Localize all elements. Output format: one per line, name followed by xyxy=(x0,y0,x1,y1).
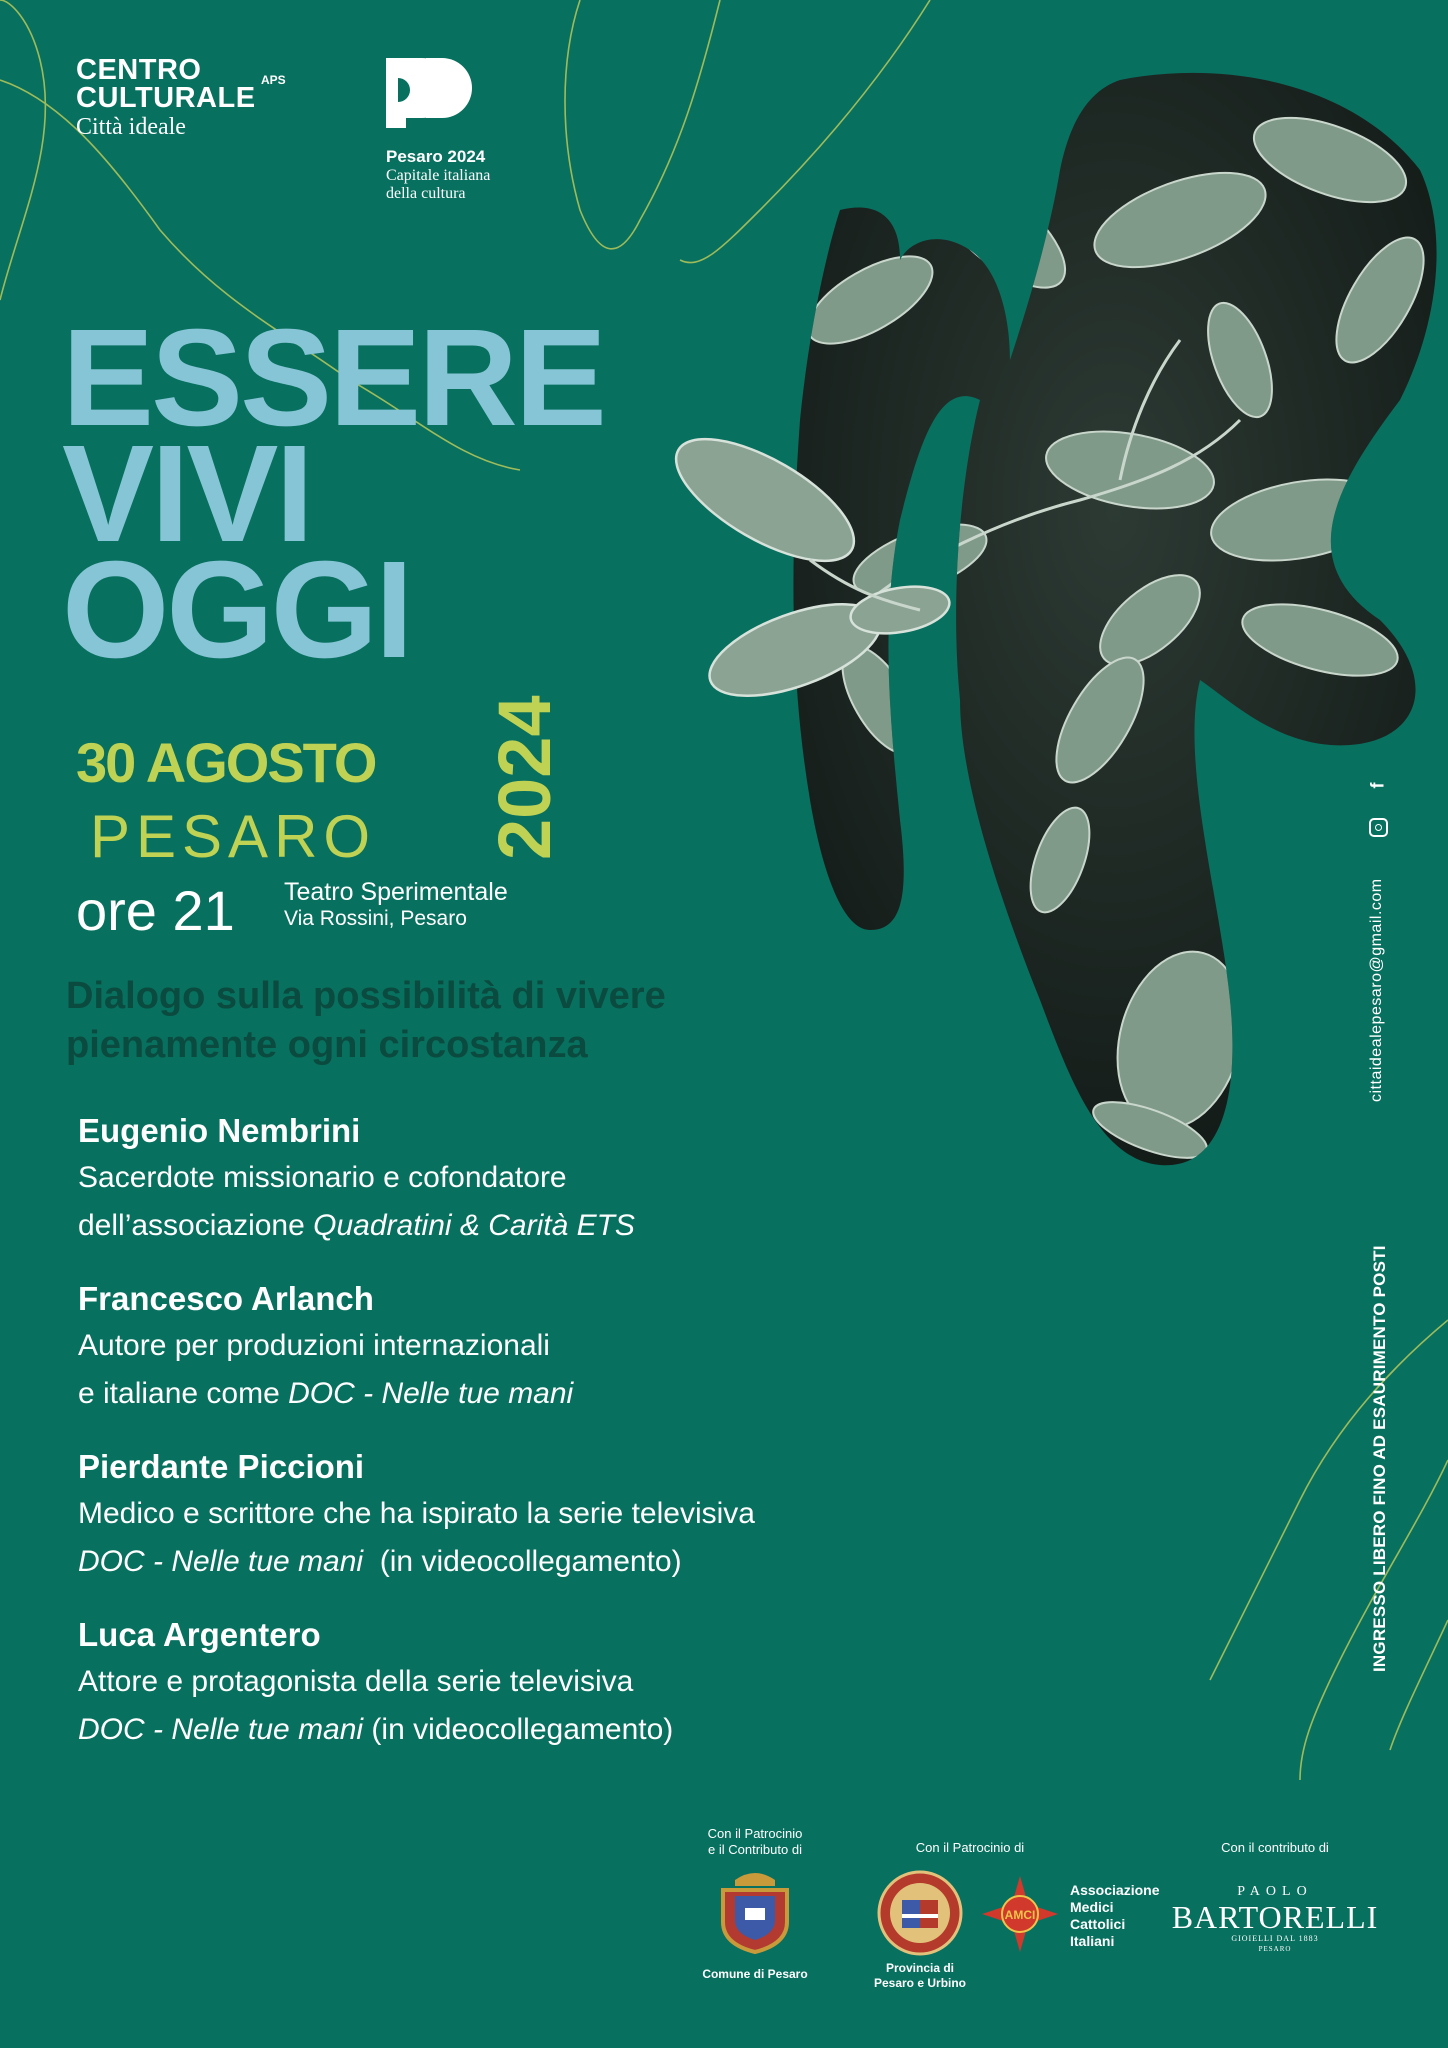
event-title-line3: OGGI xyxy=(62,533,411,687)
pesaro-2024-logo xyxy=(386,58,490,203)
speaker-name: Pierdante Piccioni xyxy=(78,1448,365,1485)
sponsor-name-line2: Pesaro e Urbino xyxy=(873,1976,967,1990)
speaker-role-line2 xyxy=(78,1370,978,1418)
entry-notice: INGRESSO LIBERO FINO AD ESAURIMENTO POSTI xyxy=(1370,1245,1389,1672)
comune-crest-icon xyxy=(715,1866,795,1956)
organizer-name-line2: CULTURALE xyxy=(76,82,256,114)
speaker-item xyxy=(78,1612,978,1754)
speaker-list xyxy=(78,1108,978,1780)
bartorelli-sub: GIOIELLI DAL 1883 xyxy=(1231,1934,1319,1943)
venue-name: Teatro Sperimentale xyxy=(284,878,508,906)
role-work-title: DOC - Nelle tue mani xyxy=(288,1377,574,1410)
speaker-item xyxy=(78,1108,978,1250)
speaker-name: Luca Argentero xyxy=(78,1616,321,1653)
bartorelli-city: PESARO xyxy=(1258,1945,1292,1953)
amci-line1: Associazione xyxy=(1070,1882,1160,1898)
event-venue xyxy=(284,878,508,931)
speaker-role-line2 xyxy=(78,1538,978,1586)
event-title-line2: VIVI xyxy=(62,417,311,571)
facebook-icon[interactable]: f xyxy=(1367,782,1388,789)
event-time: ore 21 xyxy=(76,879,235,942)
pesaro-2024-line2: della cultura xyxy=(386,185,466,202)
role-note: (in videocollegamento) xyxy=(363,1713,674,1746)
amci-logo-icon xyxy=(980,1874,1060,1954)
instagram-icon[interactable] xyxy=(1369,818,1388,837)
organizer-logo xyxy=(76,54,286,141)
organizer-badge: APS xyxy=(261,73,286,87)
sponsor-caption-line2: e il Contributo di xyxy=(708,1842,802,1857)
organizer-subtitle: Città ideale xyxy=(76,114,186,140)
amci-line2: Medici xyxy=(1070,1899,1114,1915)
speaker-item xyxy=(78,1276,978,1418)
sponsor-name: Comune di Pesaro xyxy=(702,1967,808,1981)
role-work-title: DOC - Nelle tue mani xyxy=(78,1713,364,1746)
speaker-role-line1: Medico e scrittore che ha ispirato la serie televisiva xyxy=(78,1497,755,1530)
speaker-item xyxy=(78,1444,978,1586)
event-city: PESARO xyxy=(90,803,377,870)
speaker-role-line2 xyxy=(78,1202,978,1250)
role-text: e italiane come xyxy=(78,1377,289,1410)
speaker-role-line1: Attore e protagonista della serie televisiva xyxy=(78,1665,634,1698)
provincia-seal-icon xyxy=(877,1870,963,1956)
speaker-name: Eugenio Nembrini xyxy=(78,1112,361,1149)
event-date: 30 AGOSTO xyxy=(76,731,376,794)
venue-address: Via Rossini, Pesaro xyxy=(284,907,467,930)
pesaro-2024-title: Pesaro 2024 xyxy=(386,147,486,166)
sponsor-caption-line1: Con il Patrocinio xyxy=(707,1826,803,1841)
amci-logo-text: AMCI xyxy=(1004,1908,1036,1922)
event-title xyxy=(62,301,604,687)
role-note: (in videocollegamento) xyxy=(363,1545,682,1578)
sponsor-caption: Con il contributo di xyxy=(1221,1840,1329,1855)
event-tagline xyxy=(66,972,826,1070)
social-icons xyxy=(1366,775,1390,851)
tagline-line1: Dialogo sulla possibilità di vivere xyxy=(66,975,666,1017)
event-year: 2024 xyxy=(483,695,566,860)
organizer-name-line1: CENTRO xyxy=(76,54,202,86)
contact-email[interactable]: cittaidealepesaro@gmail.com xyxy=(1368,878,1385,1102)
role-work-title: DOC - Nelle tue mani xyxy=(78,1545,364,1578)
speaker-name: Francesco Arlanch xyxy=(78,1280,374,1317)
role-work-title: Quadratini & Carità ETS xyxy=(313,1209,635,1242)
sponsor-comune xyxy=(680,1826,830,1982)
event-title-line1: ESSERE xyxy=(62,301,604,455)
amci-line4: Italiani xyxy=(1070,1933,1115,1949)
bartorelli-top: PAOLO xyxy=(1237,1884,1313,1899)
amci-line3: Cattolici xyxy=(1070,1916,1126,1932)
bartorelli-name: BARTORELLI xyxy=(1171,1899,1379,1935)
tagline-line2: pienamente ogni circostanza xyxy=(66,1024,588,1066)
amci-name xyxy=(1070,1882,1159,1950)
speaker-role-line1: Autore per produzioni internazionali xyxy=(78,1329,550,1362)
pesaro-2024-mark-icon xyxy=(386,58,472,128)
speaker-role-line1: Sacerdote missionario e cofondatore xyxy=(78,1161,567,1194)
pesaro-2024-line1: Capitale italiana xyxy=(386,167,491,184)
sponsor-caption: Con il Patrocinio di xyxy=(915,1840,1025,1855)
sponsor-bartorelli xyxy=(1170,1840,1380,1953)
role-text: dell’associazione xyxy=(78,1209,314,1242)
sponsor-name-line1: Provincia di xyxy=(885,1961,955,1975)
speaker-role-line2 xyxy=(78,1706,978,1754)
